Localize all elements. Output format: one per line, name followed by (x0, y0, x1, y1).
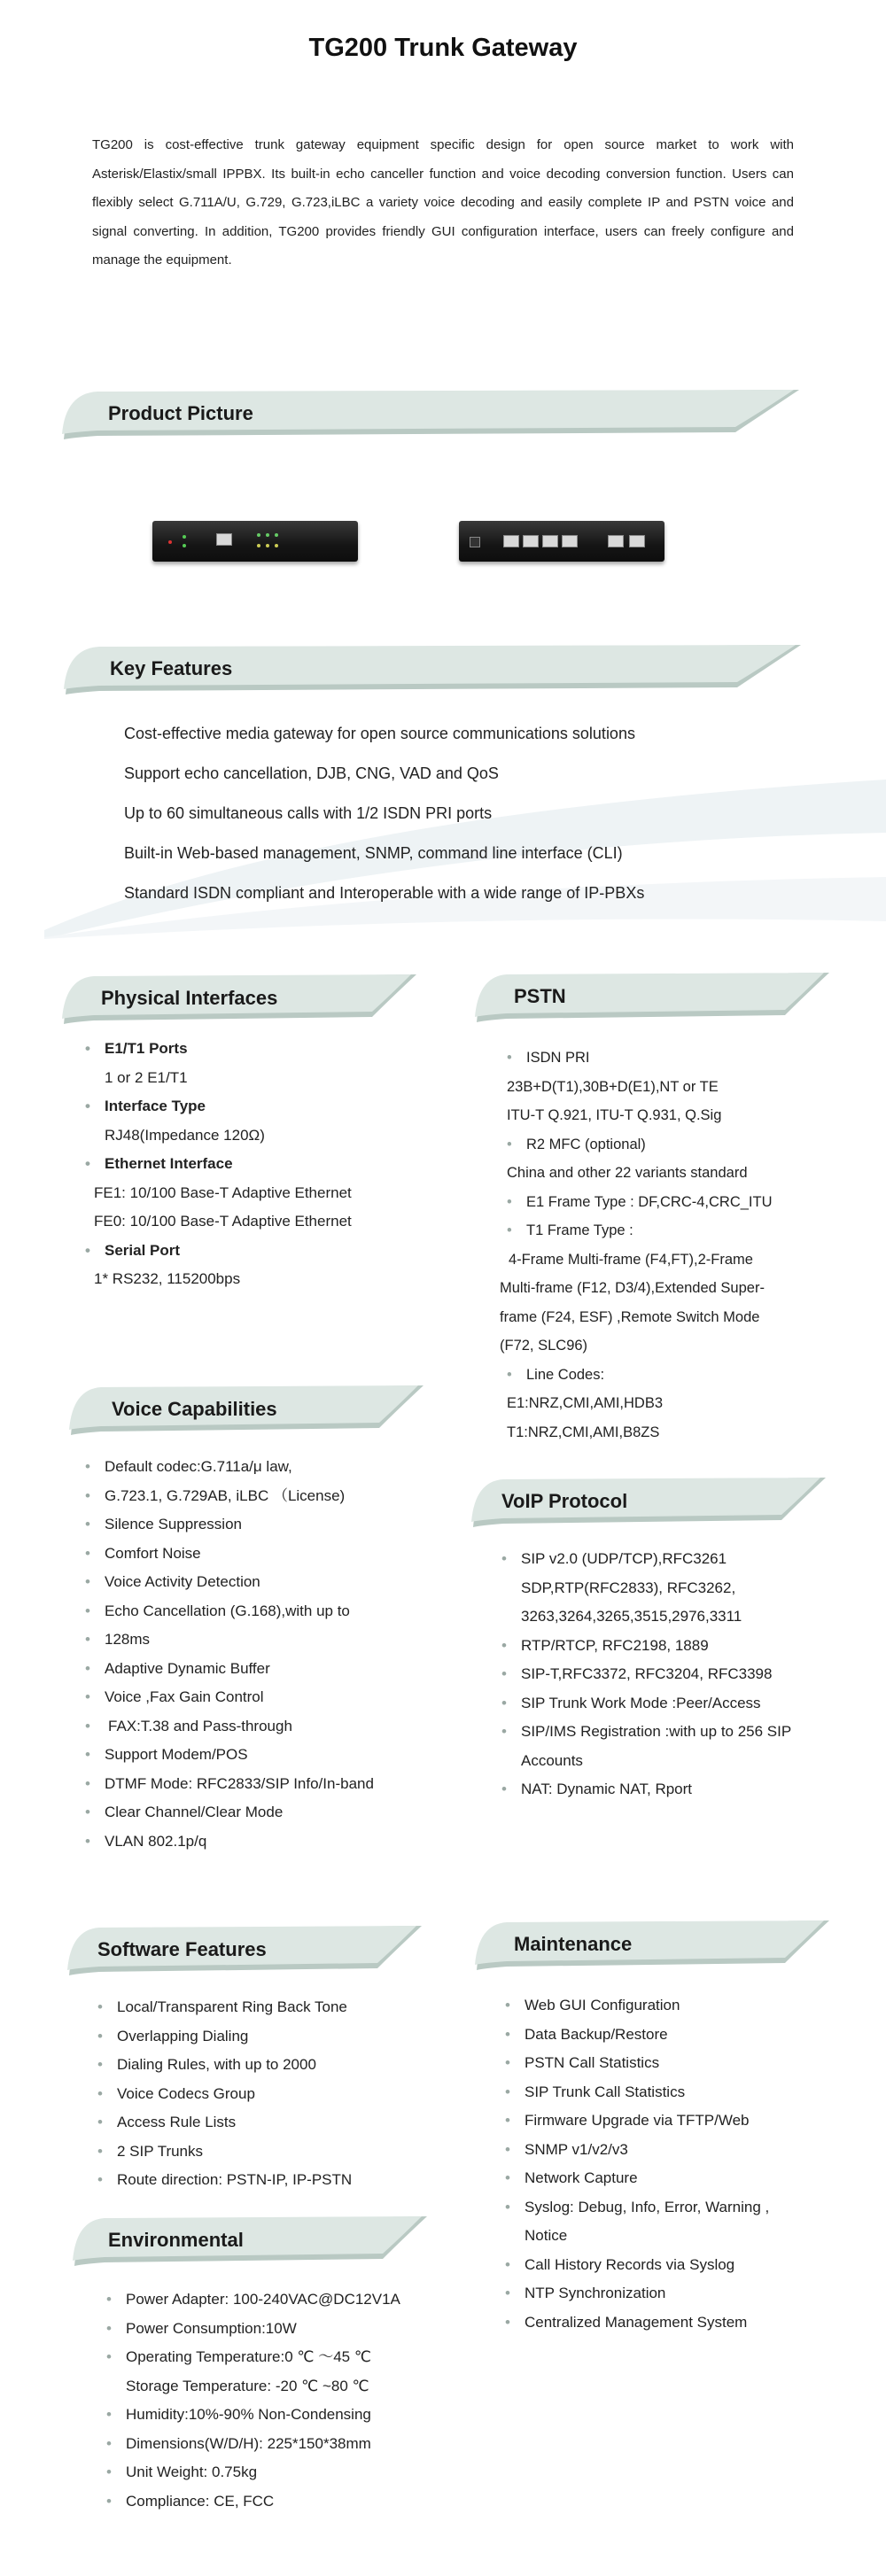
section-title: PSTN (514, 985, 566, 1007)
key-feature-item: Standard ISDN compliant and Interoperable with a wide range of IP-PBXs (124, 884, 645, 902)
key-feature-item: Up to 60 simultaneous calls with 1/2 ISDN PRI ports (124, 804, 493, 822)
ethernet-port-icon (608, 535, 624, 547)
section-title: Environmental (108, 2229, 244, 2251)
list-item: SDP,RTP(RFC2833), RFC3262, (521, 1579, 736, 1596)
list-item: • Syslog: Debug, Info, Error, Warning , (505, 2193, 851, 2223)
list-item: • SNMP v1/v2/v3 (505, 2136, 851, 2165)
voip-protocol-list (501, 1545, 838, 1804)
e1-port-icon (523, 535, 539, 547)
list-item: • Network Capture (505, 2164, 851, 2193)
list-item: • Support Modem/POS (85, 1741, 439, 1770)
section-banner-software-features (67, 1924, 422, 1975)
section-banner-maintenance (475, 1919, 829, 1970)
section-banner-key-features (64, 643, 801, 694)
e1-port-icon (562, 535, 578, 547)
list-item: • T1 Frame Type : (507, 1216, 826, 1245)
list-item: • Voice Activity Detection (85, 1568, 439, 1597)
list-item: • Centralized Management System (505, 2308, 851, 2338)
maintenance-list (505, 1991, 851, 2337)
list-item: • VLAN 802.1p/q (85, 1827, 439, 1857)
list-item: frame (F24, ESF) ,Remote Switch Mode (500, 1308, 760, 1325)
software-features-list (97, 1993, 434, 2195)
section-banner-physical-interfaces (62, 973, 416, 1024)
section-title: Voice Capabilities (112, 1398, 277, 1420)
list-item: • Compliance: CE, FCC (106, 2487, 443, 2517)
section-title: Physical Interfaces (101, 987, 278, 1009)
port-led-icon (266, 533, 269, 537)
list-item: • Comfort Noise (85, 1540, 439, 1569)
list-item: • 2 SIP Trunks (97, 2138, 434, 2167)
intro-paragraph: TG200 is cost-effective trunk gateway equipment specific design for open source market to work with Asterisk/Elastix/small IPPBX. Its built-in echo canceller function and voice decoding conversion function. Users can flexibly select G.711A/U, G.729, G.723,iLBC a variety voice decoding and easily complete IP and PSTN voice and signal converting. In addition, TG200 provides friendly GUI configuration interface, users can freely configure and manage the equipment. (92, 137, 794, 268)
key-feature-item: Cost-effective media gateway for open source communications solutions (124, 725, 635, 742)
list-item: • Adaptive Dynamic Buffer (85, 1655, 439, 1684)
key-feature-item: Built-in Web-based management, SNMP, command line interface (CLI) (124, 844, 623, 862)
list-item: • Clear Channel/Clear Mode (85, 1798, 439, 1827)
section-title: Key Features (110, 657, 233, 679)
section-title: Software Features (97, 1938, 267, 1960)
list-item: • RTP/RTCP, RFC2198, 1889 (501, 1632, 838, 1661)
list-item: • Web GUI Configuration (505, 1991, 851, 2021)
list-item: • DTMF Mode: RFC2833/SIP Info/In-band (85, 1770, 439, 1799)
list-item: FE1: 10/100 Base-T Adaptive Ethernet (94, 1183, 352, 1201)
list-item: 4-Frame Multi-frame (F4,FT),2-Frame (509, 1251, 753, 1268)
list-item: • Route direction: PSTN-IP, IP-PSTN (97, 2166, 434, 2195)
list-item: • Power Consumption:10W (106, 2315, 443, 2344)
list-item: • SIP/IMS Registration :with up to 256 SIP (501, 1718, 838, 1747)
section-banner-voip-protocol (471, 1476, 826, 1527)
list-item: 23B+D(T1),30B+D(E1),NT or TE (507, 1078, 719, 1095)
ethernet-port-icon (629, 535, 645, 547)
list-item: • E1/T1 Ports (85, 1035, 422, 1064)
list-item: China and other 22 variants standard (507, 1165, 748, 1181)
list-item: 1 or 2 E1/T1 (105, 1068, 188, 1086)
power-led-icon (168, 540, 172, 544)
physical-interfaces-list (85, 1035, 422, 1294)
e1-port-icon (503, 535, 519, 547)
list-item: • SIP v2.0 (UDP/TCP),RFC3261 (501, 1545, 838, 1574)
pstn-list (500, 1044, 826, 1447)
section-banner-environmental (73, 2215, 427, 2266)
list-item: Notice (525, 2227, 568, 2244)
e1-port-icon (542, 535, 558, 547)
list-item: RJ48(Impedance 120Ω) (105, 1126, 265, 1144)
port-led-icon (275, 544, 278, 547)
voice-capabilities-list (85, 1453, 439, 1856)
list-item: E1:NRZ,CMI,AMI,HDB3 (507, 1395, 664, 1411)
list-item: Accounts (521, 1751, 583, 1769)
list-item: • Operating Temperature:0 ℃ ～45 ℃ (106, 2343, 443, 2372)
list-item: Multi-frame (F12, D3/4),Extended Super- (500, 1280, 765, 1296)
list-item: Storage Temperature: -20 ℃ ~80 ℃ (126, 2377, 369, 2394)
list-item: • Voice ,Fax Gain Control (85, 1683, 439, 1712)
list-item: • Power Adapter: 100-240VAC@DC12V1A (106, 2285, 443, 2315)
list-item: • Access Rule Lists (97, 2108, 434, 2138)
list-item: 3263,3264,3265,3515,2976,3311 (521, 1608, 742, 1625)
list-item: • SIP Trunk Work Mode :Peer/Access (501, 1689, 838, 1719)
environmental-list (106, 2285, 443, 2516)
list-item: T1:NRZ,CMI,AMI,B8ZS (507, 1424, 660, 1440)
list-item: • R2 MFC (optional) (507, 1130, 826, 1160)
list-item: • 128ms (85, 1626, 439, 1655)
list-item: • Local/Transparent Ring Back Tone (97, 1993, 434, 2022)
port-led-icon (257, 544, 260, 547)
list-item: 1* RS232, 115200bps (94, 1270, 241, 1287)
list-item: • Call History Records via Syslog (505, 2251, 851, 2280)
section-banner-voice-capabilities (69, 1384, 424, 1435)
section-title: VoIP Protocol (501, 1490, 628, 1512)
section-banner-pstn (475, 971, 829, 1022)
list-item: • PSTN Call Statistics (505, 2049, 851, 2078)
list-item: • SIP Trunk Call Statistics (505, 2078, 851, 2107)
list-item: ITU-T Q.921, ITU-T Q.931, Q.Sig (507, 1107, 722, 1123)
list-item: • Interface Type (85, 1092, 422, 1121)
list-item: • G.723.1, G.729AB, iLBC （License) (85, 1482, 439, 1511)
list-item: • SIP-T,RFC3372, RFC3204, RFC3398 (501, 1660, 838, 1689)
gateway-back-image (459, 521, 664, 562)
power-jack-icon (470, 537, 480, 547)
list-item: • Dialing Rules, with up to 2000 (97, 2051, 434, 2080)
list-item: • ISDN PRI (507, 1044, 826, 1073)
port-led-icon (275, 533, 278, 537)
section-title: Maintenance (514, 1933, 633, 1955)
key-feature-item: Support echo cancellation, DJB, CNG, VAD and QoS (124, 764, 499, 782)
status-led-icon (183, 535, 186, 539)
list-item: • Default codec:G.711a/μ law, (85, 1453, 439, 1482)
gateway-front-image (152, 521, 358, 562)
console-port-icon (216, 533, 232, 546)
list-item: • NAT: Dynamic NAT, Rport (501, 1775, 838, 1804)
list-item: • Humidity:10%-90% Non-Condensing (106, 2401, 443, 2430)
list-item: • Serial Port (85, 1237, 422, 1266)
list-item: • FAX:T.38 and Pass-through (85, 1712, 439, 1742)
list-item: (F72, SLC96) (500, 1338, 588, 1354)
status-led-icon (183, 544, 186, 547)
list-item: • NTP Synchronization (505, 2279, 851, 2308)
section-title: Product Picture (108, 402, 253, 424)
list-item: • Echo Cancellation (G.168),with up to (85, 1597, 439, 1626)
list-item: • Voice Codecs Group (97, 2080, 434, 2109)
list-item: • Dimensions(W/D/H): 225*150*38mm (106, 2430, 443, 2459)
list-item: • Silence Suppression (85, 1510, 439, 1540)
list-item: FE0: 10/100 Base-T Adaptive Ethernet (94, 1213, 352, 1230)
page-title: TG200 Trunk Gateway (308, 34, 578, 62)
list-item: • Overlapping Dialing (97, 2022, 434, 2052)
list-item: • Data Backup/Restore (505, 2021, 851, 2050)
port-led-icon (266, 544, 269, 547)
list-item: • Unit Weight: 0.75kg (106, 2458, 443, 2487)
list-item: • Line Codes: (507, 1361, 826, 1390)
list-item: • Ethernet Interface (85, 1150, 422, 1179)
list-item: • Firmware Upgrade via TFTP/Web (505, 2107, 851, 2136)
port-led-icon (257, 533, 260, 537)
section-banner-product-picture (62, 388, 799, 439)
list-item: • E1 Frame Type : DF,CRC-4,CRC_ITU (507, 1188, 826, 1217)
